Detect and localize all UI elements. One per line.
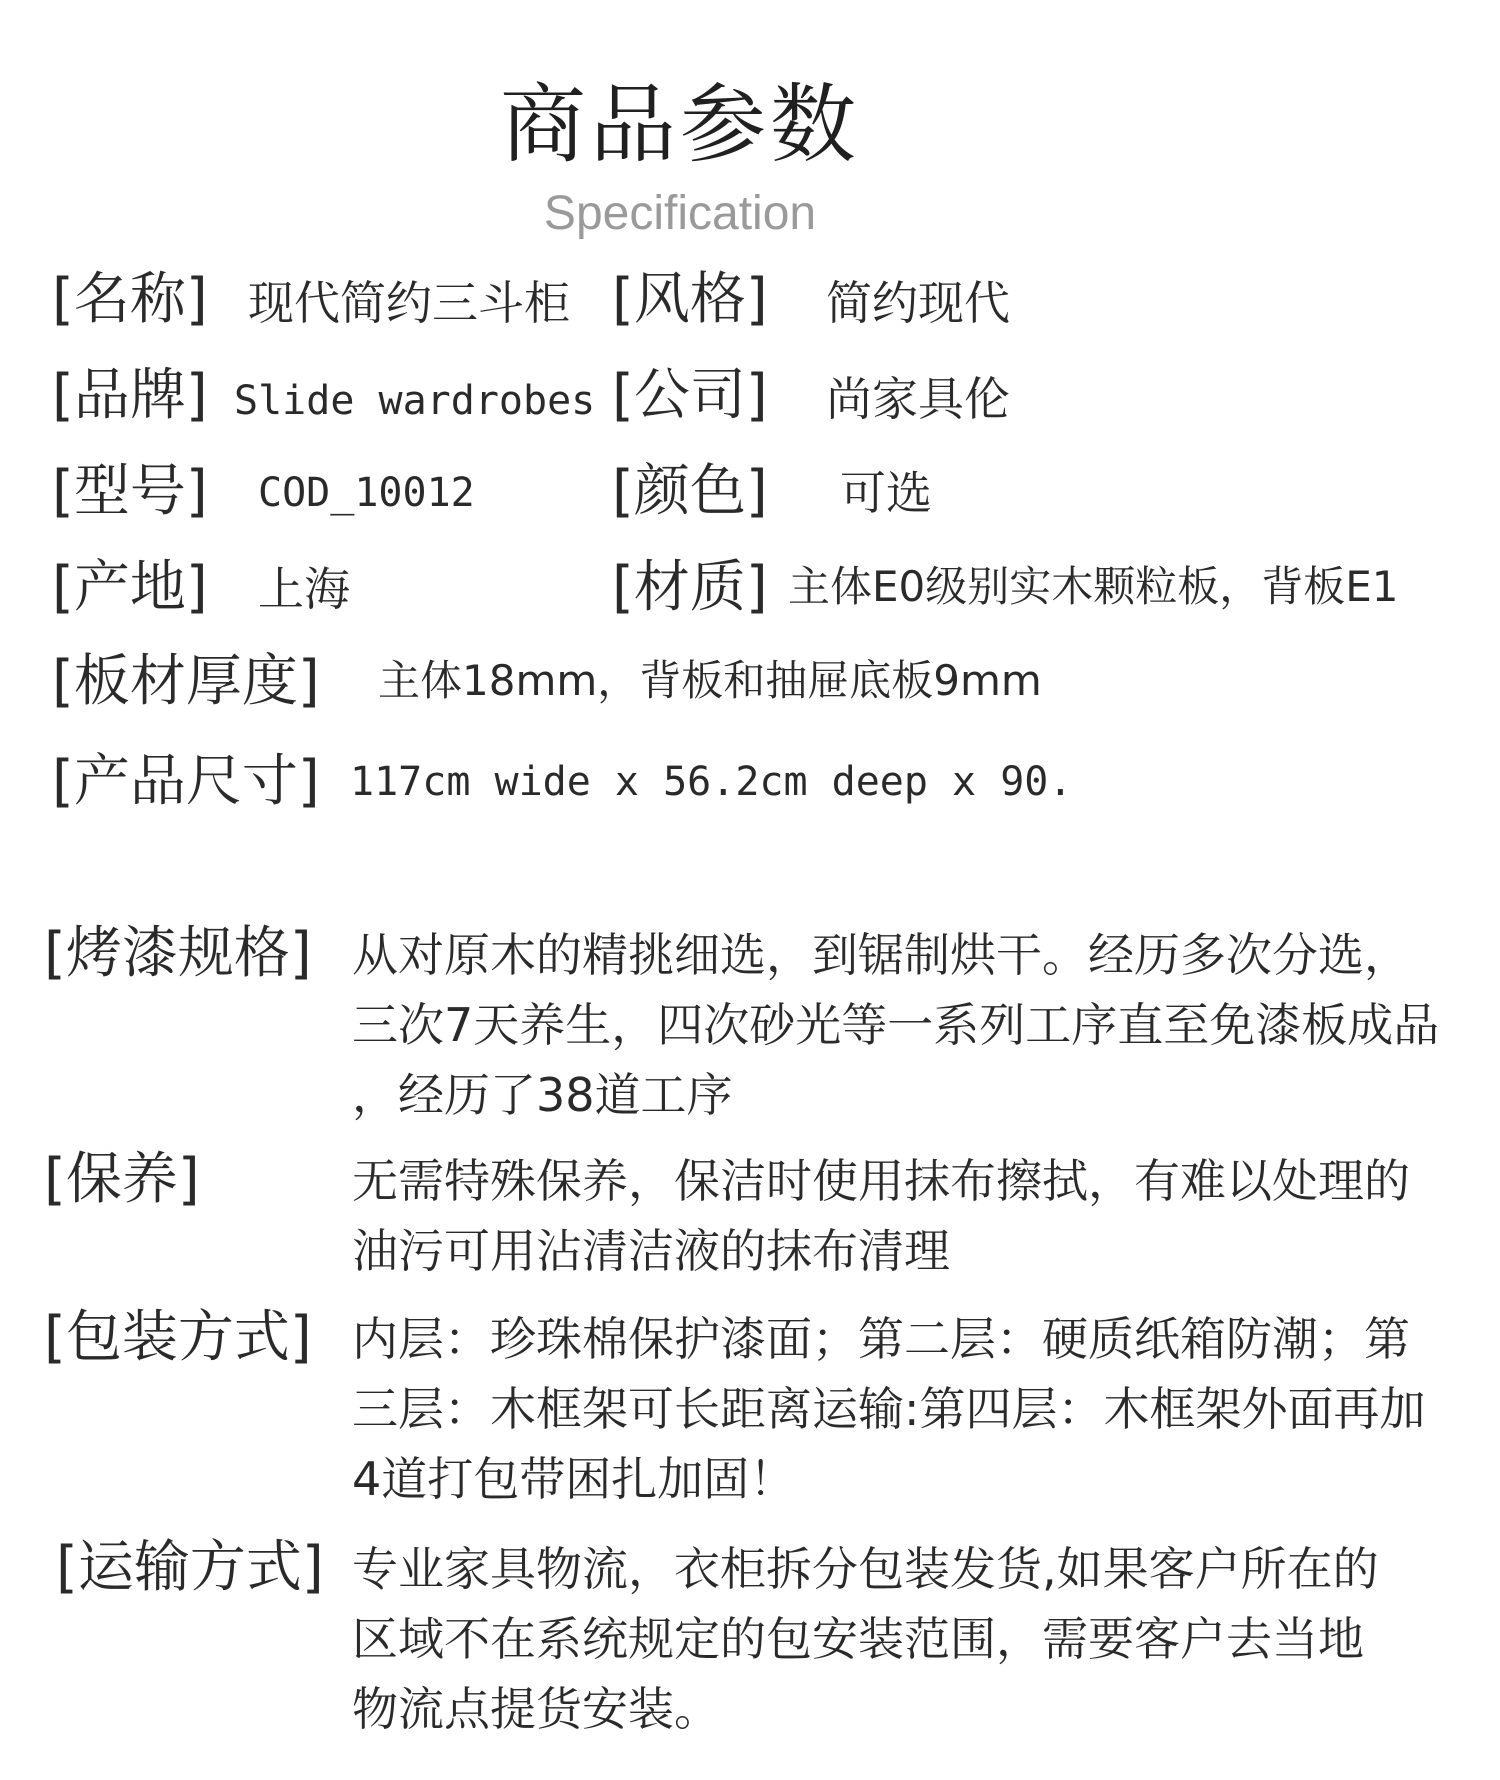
paint-line: 从对原木的精挑细选，到锯制烘干。经历多次分选， xyxy=(352,928,1410,982)
care-line: 无需特殊保养，保洁时使用抹布擦拭，有难以处理的 xyxy=(352,1154,1410,1208)
spec-value-brand: Slide wardrobes xyxy=(234,378,596,424)
spec-label-color: [颜色] xyxy=(612,459,768,524)
detail-text-care xyxy=(352,1146,1492,1286)
packing-line: 4道打包带困扎加固！ xyxy=(352,1452,796,1506)
spec-label-size: [产品尺寸] xyxy=(52,749,320,814)
shipping-line: 区域不在系统规定的包安装范围，需要客户去当地 xyxy=(352,1612,1364,1666)
detail-label-shipping: [运输方式] xyxy=(56,1535,324,1600)
spec-value-name: 现代简约三斗柜 xyxy=(248,276,570,330)
spec-value-style: 简约现代 xyxy=(826,276,1010,330)
shipping-line: 专业家具物流，衣柜拆分包装发货,如果客户所在的 xyxy=(352,1542,1379,1596)
spec-value-material: 主体E0级别实木颗粒板，背板E1 xyxy=(788,562,1399,611)
spec-value-company: 尚家具伦 xyxy=(826,372,1010,426)
spec-label-brand: [品牌] xyxy=(52,363,208,428)
care-line: 油污可用沾清洁液的抹布清理 xyxy=(352,1224,950,1278)
detail-text-packing xyxy=(352,1304,1492,1514)
detail-label-packing: [包装方式] xyxy=(44,1305,312,1370)
spec-value-model: COD_10012 xyxy=(258,470,475,516)
spec-value-origin: 上海 xyxy=(258,562,350,616)
spec-value-size: 117cm wide x 56.2cm deep x 90. xyxy=(350,759,1073,805)
paint-line: 三次7天养生，四次砂光等一系列工序直至免漆板成品 xyxy=(352,998,1440,1052)
detail-label-care: [保养] xyxy=(44,1147,200,1212)
spec-label-thickness: [板材厚度] xyxy=(52,649,320,714)
spec-label-style: [风格] xyxy=(612,267,768,332)
shipping-line: 物流点提货安装。 xyxy=(352,1682,720,1736)
spec-label-company: [公司] xyxy=(612,363,768,428)
spec-label-material: [材质] xyxy=(612,555,768,620)
detail-label-paint: [烤漆规格] xyxy=(44,921,312,986)
page-subtitle: Specification xyxy=(543,187,817,240)
detail-text-paint xyxy=(352,920,1492,1130)
spec-value-color: 可选 xyxy=(840,466,932,520)
page-title: 商品参数 xyxy=(500,75,860,175)
spec-label-origin: [产地] xyxy=(52,555,208,620)
spec-value-thickness: 主体18mm，背板和抽屉底板9mm xyxy=(378,656,1042,705)
detail-text-shipping xyxy=(352,1534,1492,1744)
packing-line: 内层：珍珠棉保护漆面；第二层：硬质纸箱防潮；第 xyxy=(352,1312,1410,1366)
spec-label-name: [名称] xyxy=(52,267,208,332)
packing-line: 三层：木框架可长距离运输:第四层：木框架外面再加 xyxy=(352,1382,1426,1436)
spec-label-model: [型号] xyxy=(52,459,208,524)
paint-line: ，经历了38道工序 xyxy=(352,1068,733,1122)
